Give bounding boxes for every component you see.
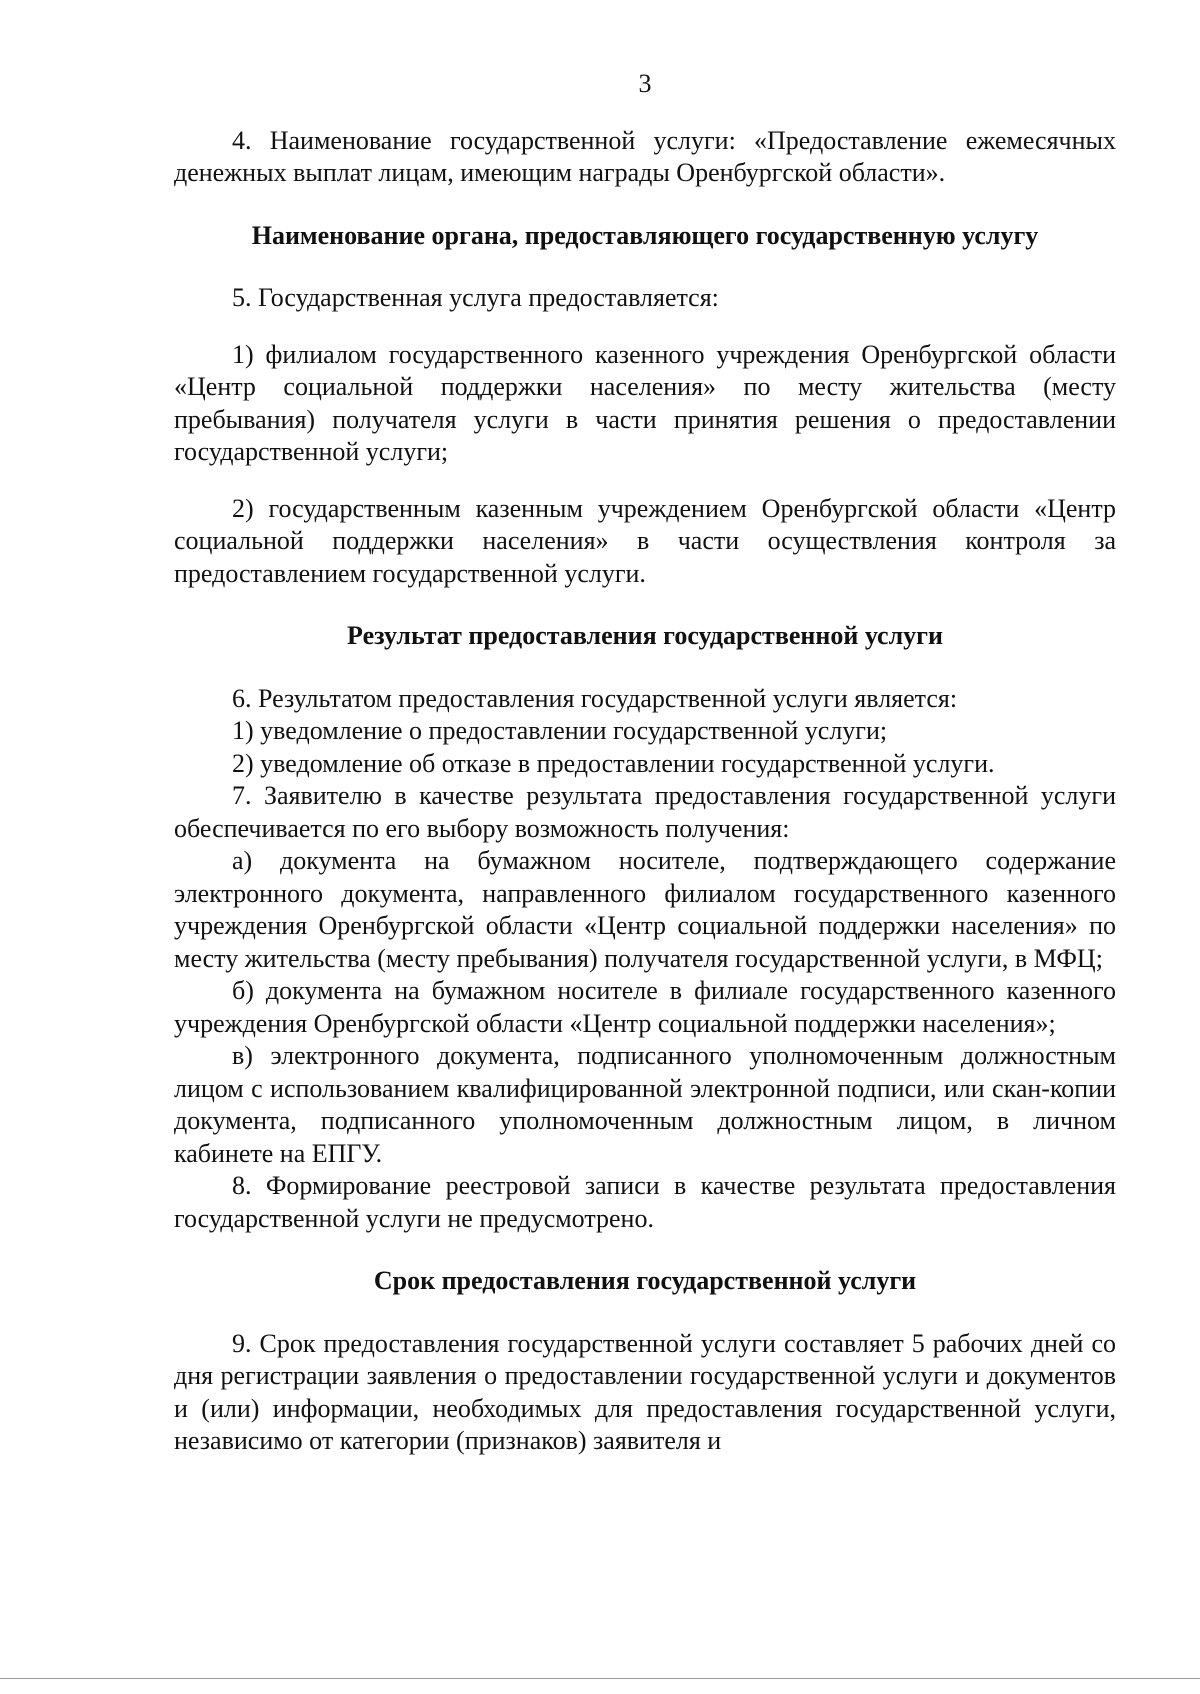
heading-service-organ: Наименование органа, предоставляющего государственную услугу	[251, 220, 1039, 250]
paragraph-item-6-1: 1) уведомление о предоставлении государственной услуги;	[232, 716, 888, 745]
paragraph-item-5-1: 1) филиалом государственного казенного учреждения Оренбургской области «Центр социальной поддержки населения» по месту жительства (месту пребывания) получателя услуги в части принятия решения о предоставлении государственной услуги;	[174, 339, 1116, 466]
paragraph-item-6: 6. Результатом предоставления государственной услуги является:	[232, 683, 958, 713]
heading-service-term: Срок предоставления государственной услуги	[373, 1266, 917, 1295]
heading-service-result: Результат предоставления государственной услуги	[347, 621, 943, 650]
paragraph-item-7-a: а) документа на бумажном носителе, подтверждающего содержание электронного документа, направленного филиалом государственного казенного учреждения Оренбургской области «Центр социальной поддержки населения» по месту жительства (месту пребывания) получателя государственной услуги, в МФЦ;	[174, 846, 1116, 973]
paragraph-item-8: 8. Формирование реестровой записи в качестве результата предоставления государственной услуги не предусмотрено.	[174, 1171, 1116, 1233]
paragraph-item-7-v: в) электронного документа, подписанного уполномоченным должностным лицом с использованием квалифицированной электронной подписи, или скан-копии документа, подписанного уполномоченным должностным лицом, в личном кабинете на ЕПГУ.	[174, 1041, 1116, 1168]
paragraph-item-5-2: 2) государственным казенным учреждением Оренбургской области «Центр социальной поддержки населения» в части осуществления контроля за предоставлением государственной услуги.	[174, 493, 1116, 588]
document-body	[174, 68, 1116, 1458]
paragraph-item-7-b: б) документа на бумажном носителе в филиале государственного казенного учреждения Оренбургской области «Центр социальной поддержки населения»;	[174, 976, 1116, 1038]
scan-bottom-edge	[0, 1678, 1200, 1679]
paragraph-item-5: 5. Государственная услуга предоставляется:	[232, 283, 719, 312]
paragraph-item-9: 9. Срок предоставления государственной услуги составляет 5 рабочих дней со дня регистрации заявления о предоставлении государственной услуги и документов и (или) информации, необходимых для предоставления государственной услуги, независимо от категории (признаков) заявителя и	[174, 1328, 1116, 1455]
paragraph-item-6-2: 2) уведомление об отказе в предоставлении государственной услуги.	[232, 748, 995, 778]
page-number: 3	[638, 69, 652, 98]
paragraph-item-7: 7. Заявителю в качестве результата предоставления государственной услуги обеспечивается по его выбору возможность получения:	[174, 781, 1116, 843]
paragraph-item-4: 4. Наименование государственной услуги: «Предоставление ежемесячных денежных выплат лицам, имеющим награды Оренбургской области».	[174, 125, 1116, 187]
